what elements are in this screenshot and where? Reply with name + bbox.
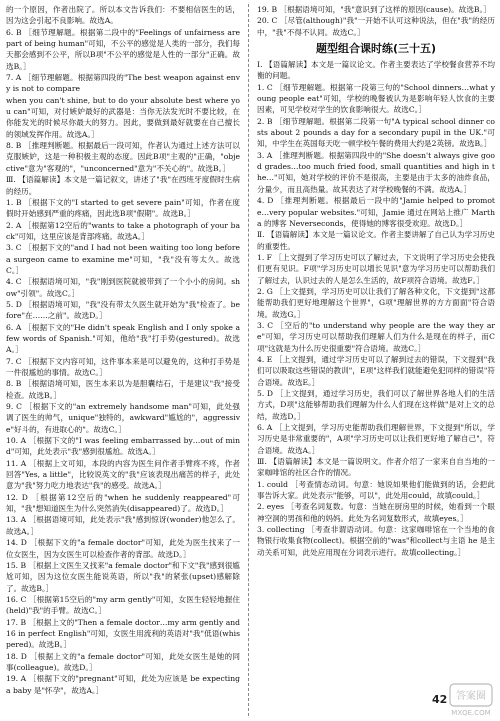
answer-paragraph: 1. B ［根据下文的"I started to get severe pain"可知，作者在度假时开始感到严重的疼痛，因此选B项"假期"。故选B。］ <box>6 197 240 219</box>
watermark-logo <box>446 682 496 718</box>
answer-paragraph: 10. A ［根据下文的"I was feeling embarrassed by…out of mind"可知，此处表示"我"感到很尴尬。故选A。］ <box>6 436 240 457</box>
answer-paragraph: when you can't shine, but to do your absolute best where you can"可知，对付嫉妒最好的武器是：当你无法发光时不要比较，在你能发光的时候尽你最大的努力。因此，要做到最好就要在自己擅长的领域发挥作用。故选A。］ <box>6 95 240 139</box>
answer-paragraph: 5. D ［根据语境可知，"我"没有带太久医生就开始为"我"检查了。before"在……之前"。故选D。］ <box>6 299 240 321</box>
answer-paragraph: 2. G ［上文提到，学习历史可以让我们了解各种文化，下文提到"这都能帮助我们更好地理解这个世界"，G项"理解世界的方方面面"符合语境。故选G。］ <box>257 286 495 319</box>
answer-paragraph: 8. B ［根据语境可知，医生本来以为是胆囊结石，于是建议"我"接受检查。故选B。］ <box>6 379 240 400</box>
answer-paragraph: 14. D ［根据下文的"a female doctor"可知，此处为医生找来了一位女医生，因为女医生可以检查作者的背部。故选D。］ <box>6 538 240 559</box>
answer-paragraph: 4. C ［根据语境可知，"我"刚到医院就被带到了一个小小的房间。show"引领"。故选C。］ <box>6 277 240 298</box>
answer-paragraph: 4. E ［上文提到，通过学习历史可以了解到过去的错误，下文提到"我们可以吸取这些错误的教训"，E项"这样我们就能避免犯同样的错误"符合语境。故选E。］ <box>257 354 495 387</box>
answer-paragraph: Ⅰ. 【语篇解读】本文是一篇议论文。作者主要表达了学校餐食营养不均衡的问题。 <box>257 60 495 81</box>
answer-paragraph: 18. D ［根据上文的"a female doctor"可知，此处女医生是她的同事(colleague)。故选D。］ <box>6 651 240 672</box>
answer-paragraph: 9. C ［根据下文的"an extremely handsome man"可知，此处强调了医生的帅气，unique"独特的，awkward"尴尬的"，aggressive"好斗的，有进取心的"。故选C。］ <box>6 402 240 434</box>
answer-paragraph: 19. A ［根据下文的"pregnant"可知，此处为应该是 be expecting a baby 是"怀孕"，故选A。］ <box>6 674 240 695</box>
svg-text:答案圈: 答案圈 <box>456 691 486 702</box>
answer-paragraph: 4. D ［推理判断题。根据最后一段中的"Jamie helped to promote…very popular websites."可知，Jamie 通过在网站上推广 Martha 的博客 Neverseconds，使得她的博客很受欢迎。故选D。］ <box>257 196 495 228</box>
answer-paragraph: 12. D ［根据第12空后的"when he suddenly reappeared"可知，"我"想知道医生为什么突然消失(disappeared)了。故选D。］ <box>6 492 240 514</box>
answer-paragraph: 19. B ［根据语境可知，"我"意识到了这样的原因(cause)。故选B。］ <box>257 5 491 14</box>
answer-paragraph: 3. collecting ［考查非谓语动词。句意：这家咖啡馆在一个当地的食物银行收集食物(collect)。根据空前的"was"和collect与主语 he 是主动关系可知，此处应用现在分词表示进行。故填collecting。］ <box>257 525 495 557</box>
answer-paragraph: 2. eyes ［考查名词复数。句意：当她在厨房里的时候，她看到一个眼神空洞的男孩和他的妈妈。此处为名词复数形式，故填eyes。］ <box>257 502 495 523</box>
answer-paragraph: 2. A ［根据第12空后的"wants to take a photograph of your back"可知，这里应该是背部疼痛。故选A。］ <box>6 220 240 241</box>
column-divider <box>248 4 249 716</box>
answer-paragraph: 1. F ［上文提到了学习历史可以了解过去，下文说明了学习历史会使我们更有见识。F项"学习历史可以增长见识"意为学习历史可以帮助我们了解过去，认识过去的人是怎么生活的，故F项符合语境。故选F。］ <box>257 252 495 285</box>
answer-paragraph: Ⅱ. 【语篇解读】本文是一篇议论文。作者主要讲解了自己认为学习历史的重要性。 <box>257 230 495 251</box>
svg-text:MXQE.COM: MXQE.COM <box>451 709 491 717</box>
answer-paragraph: 8. B ［推理判断题。根据最后一段可知，作者认为通过上述方法可以克服嫉妒，这是一种积极主观的态度。因此B项"主观的"正确，"objective"意为"客观的"，"unconcerned"意为"不关心的"。故选B。］ <box>6 141 240 173</box>
answer-paragraph: 3. A ［推理判断题。根据第四段中的"She doesn't always give good grades…too much fried food, small quantities and high in the…"可知，她对学校的评价不是很高，主要是由于太多的油炸食品，分量少，而且高热量。故其表达了对学校晚餐的不满。故选A。］ <box>257 150 495 194</box>
answer-paragraph: 6. B ［细节理解题。根据第二段中的"Feelings of unfairness are part of being human"可知，不公平的感觉是人类的一部分，我们每天都会感到不公平，所以B项"不公平的感觉是人性的一部分"正确。故选B。］ <box>6 27 240 71</box>
answer-paragraph: 2. B ［细节理解题。根据第二段第一句"A typical school dinner costs about 2 pounds a day for a secondary pupil in the UK."可知，中学生在英国每天吃一顿学校午餐的费用大约是2英镑。故选B。］ <box>257 116 495 149</box>
answer-paragraph: 16. C ［根据第15空后的"my arm gently"可知，女医生轻轻地握住(held)"我"的手臂。故选C。］ <box>6 594 240 616</box>
answer-paragraph: 6. A ［根据下文的"He didn't speak English and I only spoke a few words of Spanish."可知，他给"我"打手势(gestured)。故选A。］ <box>6 322 240 355</box>
answer-paragraph: 13. A ［根据语境可知，此处表示"我"感到惊讶(wonder)他怎么了。故选A。］ <box>6 515 240 536</box>
answer-paragraph: 1. could ［考查情态动词。句意：她说如果他们能做到的话，会把此事告诉大家。此处表示"能够，可以"，此处用could，故填could。］ <box>257 479 495 501</box>
answer-paragraph: 11. A ［根据上文可知，本段的内容为医生问作者手臂疼不疼，作者回答"Yes, a little"，比较说英文的"我"应该表现出痛苦的样子，此处意为"我"努力吃力地表达"我"的感受。故选A。］ <box>6 458 240 491</box>
page-number: 42 <box>432 693 448 706</box>
answer-paragraph: 3. C ［根据下文的"and I had not been waiting too long before a surgeon came to examine me"可知，"我"没有等太久。故选C。］ <box>6 243 240 275</box>
answer-paragraph: 的一个原因，作者出院了。所以本文告诉我们：不要相信医生的话，因为这会引起不良影响。故选A。 <box>6 5 240 26</box>
answer-paragraph: 20. C ［尽管(although)"我"一开始不认可这种说法，但在"我"的经历中，"我"不得不认同。故选C。］ <box>257 16 495 37</box>
answer-paragraph: 7. A ［细节理解题。根据第四段的"The best weapon against envy is not to compare <box>6 73 240 94</box>
answer-paragraph: 1. C ［细节理解题。根据第一段第三句的"School dinners…what young people eat"可知，学校的晚餐被认为是影响年轻人饮食的主要因素，可见学校对学生的饮食影响很大。故选C。］ <box>257 82 495 115</box>
answer-paragraph: 17. B ［根据上文的"Then a female doctor…my arm gently and 16 in perfect English"可知，女医生用流利的英语对"我"低语(whispered)。故选B。］ <box>6 617 240 650</box>
answer-paragraph: Ⅲ. 【语篇解读】本文是一篇记叙文，讲述了"我"在西班牙度假时生病的经历。 <box>6 175 240 196</box>
right-column <box>257 4 495 558</box>
answer-paragraph: 7. C ［根据下文内容可知，这件事本来是可以避免的，这种打手势是一件很尴尬的事情。故选C。］ <box>6 356 240 377</box>
left-column <box>6 4 240 696</box>
answer-paragraph: 5. D ［上文提到，通过学习历史，我们可以了解世界各地人们的生活方式，D项"这能够帮助我们理解为什么人们现在这样做"是对上文的总结，故选D。］ <box>257 389 495 421</box>
answer-paragraph: 15. B ［根据上文医生又找来"a female doctor"和下文"我"感到很尴尬可知，因为这位女医生能说英语，所以"我"的紧张(upset)感解除了。故选B。］ <box>6 560 240 593</box>
answer-paragraph: Ⅲ. 【语篇解读】本文是一篇说明文。作者介绍了一家来自自当地的一家咖啡馆的社区合作的情况。 <box>257 457 495 478</box>
answer-paragraph: 3. C ［空后的"to understand why people are the way they are"可知，学习历史可以帮助我们理解人们为什么是现在的样子，而C项"这就是为什么历史很重要"符合语境。故选C。］ <box>257 320 495 353</box>
section-title: 题型组合课时练(三十五) <box>315 42 437 56</box>
answer-paragraph: 6. A ［上文提到，学习历史能帮助我们理解世界，下文提到"所以，学习历史是非常重要的"，A项"学习历史可以让我们更好地了解自己"，符合语境。故选A。］ <box>257 423 495 455</box>
